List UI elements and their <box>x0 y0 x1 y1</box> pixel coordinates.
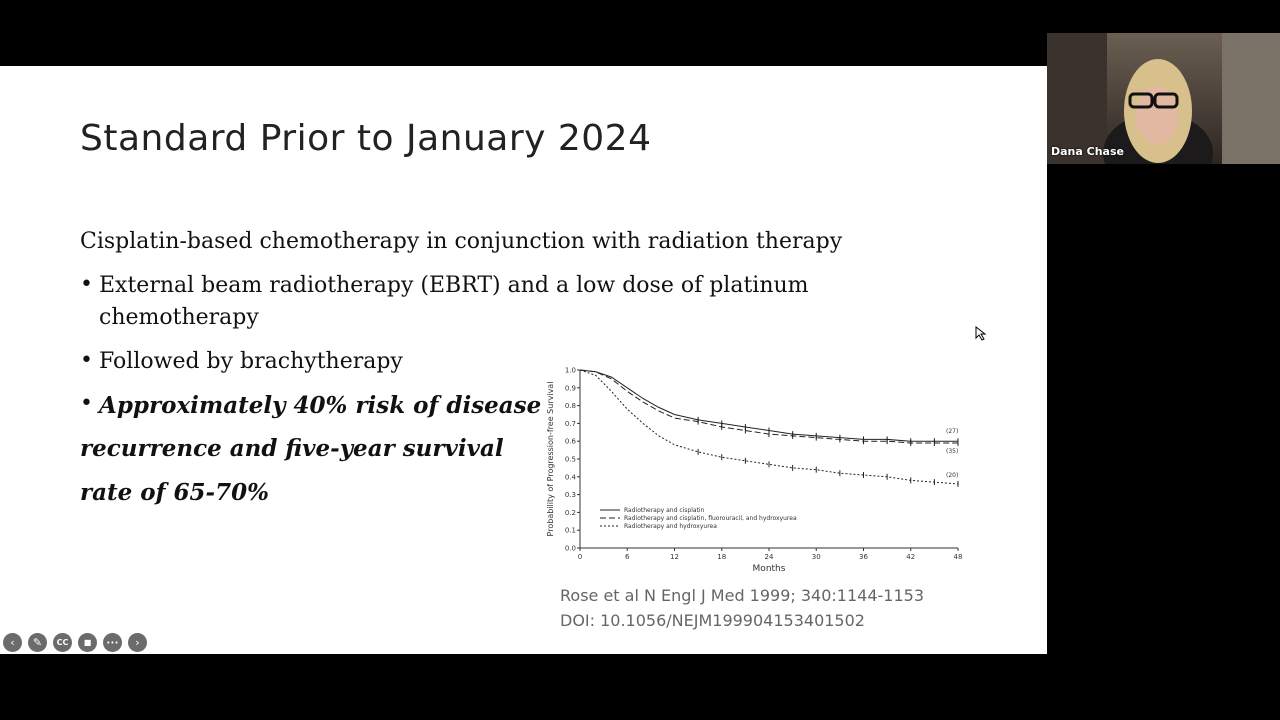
citation-reference: Rose et al N Engl J Med 1999; 340:1144-1153 <box>560 586 925 605</box>
citation-doi: DOI: 10.1056/NEJM199904153401502 <box>560 611 865 630</box>
pen-icon[interactable]: ✎ <box>28 633 47 652</box>
bullet-marker: • <box>80 272 93 297</box>
chart-x-axis-label: Months <box>752 564 786 574</box>
captions-icon[interactable]: CC <box>53 633 72 652</box>
chart-legend-label: Radiotherapy and cisplatin, fluorouracil, and hydroxyurea <box>624 515 797 522</box>
bullet-ebrt <box>99 270 809 334</box>
chart-legend-label: Radiotherapy and hydroxyurea <box>624 523 717 530</box>
chart-series <box>580 370 958 487</box>
bullet-marker: • <box>80 391 93 416</box>
bullet-ebrt-line-1: External beam radiotherapy (EBRT) and a low dose of platinum <box>99 273 809 298</box>
participant-video-tile[interactable] <box>1047 33 1280 164</box>
chart-x-tick-label: 6 <box>625 553 630 561</box>
chart-y-tick-label: 0.6 <box>564 437 576 446</box>
chart-x-tick-label: 18 <box>717 553 727 561</box>
chart-y-tick-label: 0.3 <box>564 491 576 500</box>
chart-series-end-label: (35) <box>946 447 959 455</box>
chart-y-tick-label: 0.2 <box>564 508 576 517</box>
slide-title: Standard Prior to January 2024 <box>80 118 652 159</box>
chart-legend-label: Radiotherapy and cisplatin <box>624 507 705 514</box>
mouse-cursor-icon <box>975 326 987 342</box>
chart-y-tick-label: 0.0 <box>564 544 576 553</box>
chart-y-tick-label: 0.5 <box>564 455 576 464</box>
chart-y-tick-label: 0.1 <box>564 526 576 535</box>
bullet-risk-line-3: rate of 65-70% <box>80 479 269 506</box>
previous-slide-icon[interactable]: ‹ <box>3 633 22 652</box>
chart-x-tick-label: 48 <box>953 553 963 561</box>
chart-legend <box>600 507 797 530</box>
chart-x-tick-label: 12 <box>670 553 679 561</box>
chart-x-tick-label: 36 <box>859 553 868 561</box>
bullet-risk-line-2: recurrence and five-year survival <box>80 435 504 462</box>
camera-off-icon[interactable]: ■ <box>78 633 97 652</box>
chart-y-tick-label: 1.0 <box>564 366 576 375</box>
chart-x-tick-label: 30 <box>811 553 821 561</box>
chart-y-tick-label: 0.7 <box>564 419 576 428</box>
bullet-brachytherapy: Followed by brachytherapy <box>99 349 403 374</box>
participant-name-label: Dana Chase <box>1051 145 1124 158</box>
next-slide-icon[interactable]: › <box>128 633 147 652</box>
chart-y-tick-label: 0.9 <box>564 384 576 393</box>
chart-x-tick-label: 42 <box>906 553 916 561</box>
slide-intro-text: Cisplatin-based chemotherapy in conjunction with radiation therapy <box>80 229 843 254</box>
presentation-slide <box>0 66 1047 654</box>
chart-y-tick-label: 0.8 <box>564 402 576 411</box>
chart-series-end-label: (27) <box>946 428 959 436</box>
chart-series-end-label: (20) <box>946 471 959 479</box>
chart-y-tick-label: 0.4 <box>564 473 576 482</box>
more-options-icon[interactable]: ••• <box>103 633 122 652</box>
chart-x-tick-label: 24 <box>764 553 774 561</box>
survival-chart <box>540 358 970 576</box>
bullet-risk-line-1: Approximately 40% risk of disease <box>99 392 542 419</box>
bullet-marker: • <box>80 348 93 373</box>
chart-x-tick-label: 0 <box>577 553 583 561</box>
presentation-controls <box>3 633 147 652</box>
chart-y-axis-label: Probability of Progression-free Survival <box>546 381 555 537</box>
bullet-ebrt-line-2: chemotherapy <box>99 305 259 330</box>
